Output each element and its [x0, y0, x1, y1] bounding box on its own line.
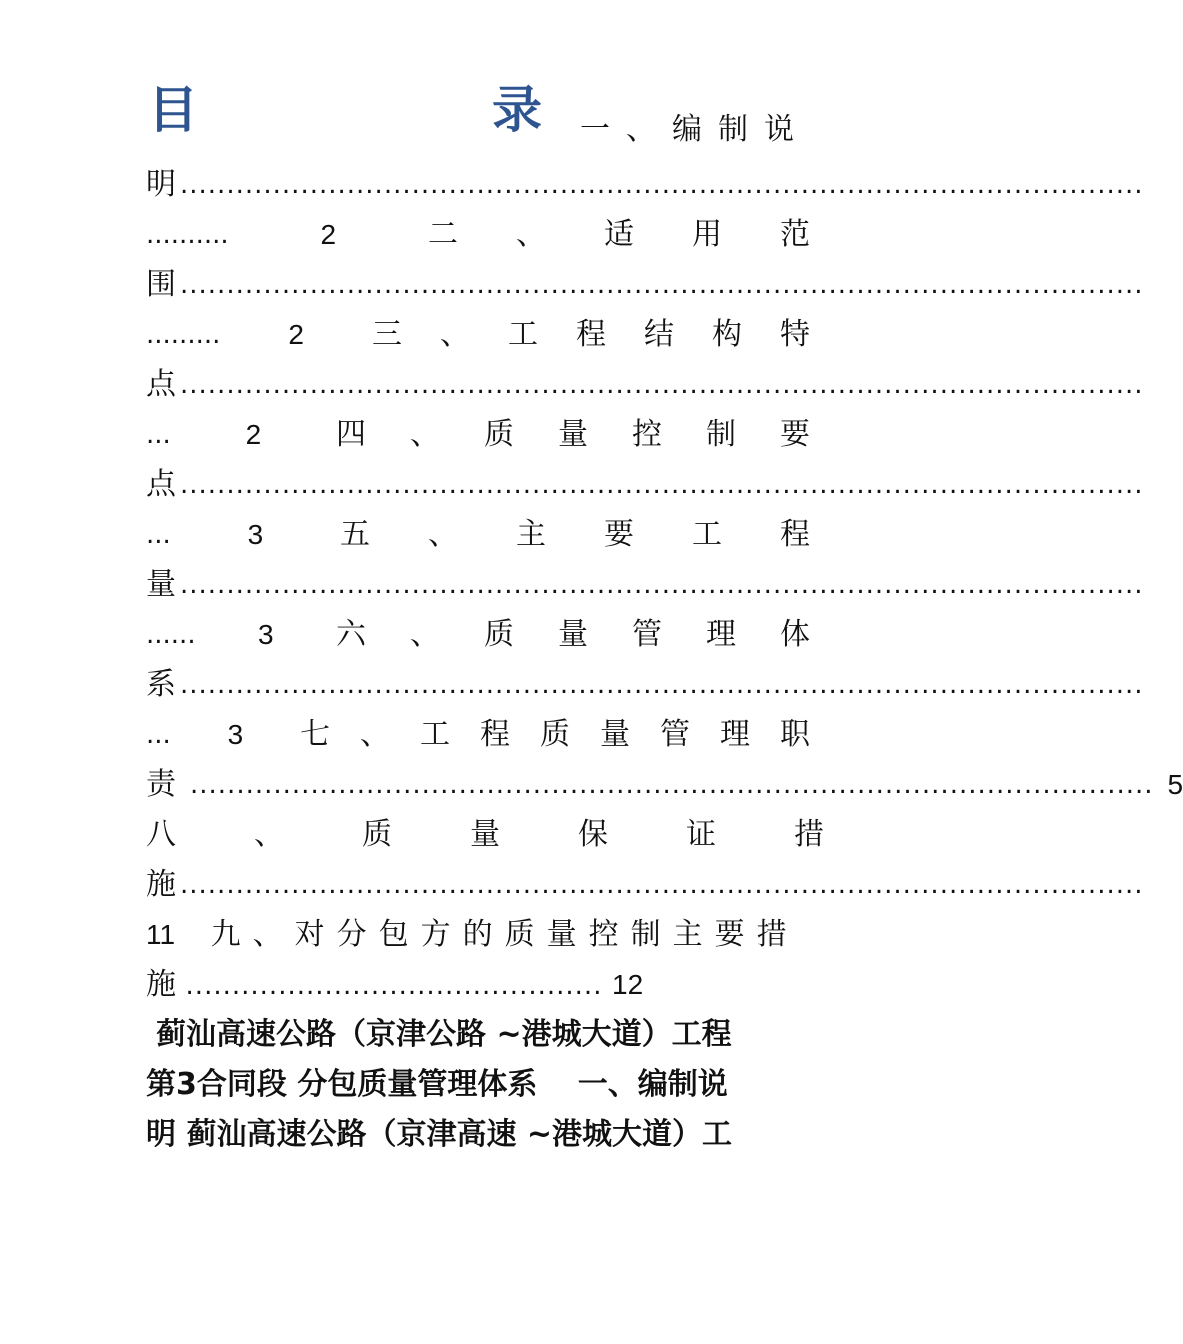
toc-line [146, 510, 868, 560]
toc-entry-text: 施 [146, 967, 176, 1002]
body-paragraph-line: 第3合同段 分包质量管理体系 一、编制说 [146, 1067, 728, 1102]
toc-entry-text: 五、主要工程 [340, 517, 868, 552]
toc-leader-dots: ......... [146, 320, 221, 350]
toc-line [146, 710, 840, 760]
toc-entry-text: 二、适用范 [427, 217, 868, 252]
toc-entry-text: 量 [146, 567, 176, 602]
toc-page-number: 3 [227, 719, 244, 750]
toc-leader-dots: ........................................................................................................ [180, 270, 1144, 300]
toc-entry-text: 责 [146, 767, 176, 802]
toc-leader-dots: ........................................................................................................ [180, 670, 1144, 700]
toc-entry-text: 三、工程结构特 [372, 317, 848, 352]
toc-line [146, 410, 854, 460]
toc-page-number: 2 [320, 219, 337, 250]
toc-leader-dots: ............................................. [185, 971, 603, 1001]
toc-line [146, 105, 810, 155]
toc-leader-dots: ...... [146, 620, 196, 650]
toc-leader-dots: ........................................................................................................ [180, 870, 1144, 900]
toc-line [146, 760, 1183, 810]
toc-leader-dots: ... [146, 720, 171, 750]
toc-line [146, 860, 1144, 910]
toc-entry-text: 七、工程质量管理职 [300, 717, 840, 752]
toc-page-number: 2 [245, 419, 262, 450]
body-paragraph-line: 蓟汕高速公路（京津公路 ~港城大道）工程 [156, 1017, 732, 1052]
toc-leader-dots: .......... [146, 220, 229, 250]
toc-page-number: 3 [247, 519, 264, 550]
toc-line [146, 460, 1144, 510]
toc-entry-text: 系 [146, 667, 176, 702]
toc-entry-text: 四、质量控制要 [336, 417, 854, 452]
toc-entry-text: 点 [146, 467, 176, 502]
toc-leader-dots: ... [146, 520, 171, 550]
toc-leader-dots: ........................................................................................................ [180, 370, 1144, 400]
toc-entry-text: 施 [146, 867, 176, 902]
toc-line [146, 660, 1144, 710]
toc-line [146, 160, 1144, 210]
toc-page-number: 2 [288, 319, 304, 350]
toc-line [146, 360, 1144, 410]
toc-leader-dots: ........................................................................................................ [180, 470, 1144, 500]
toc-leader-dots: ........................................................................................................ [190, 770, 1154, 800]
toc-line [146, 310, 848, 360]
toc-page-number: 3 [258, 619, 274, 650]
toc-entry-text: 围 [146, 267, 176, 302]
toc-entry-text: 一、编制说 [580, 112, 810, 147]
toc-leader-dots: ........................................................................................................ [180, 570, 1144, 600]
toc-leader-dots: ........................................................................................................ [180, 170, 1144, 200]
toc-entry-text: 明 [146, 167, 176, 202]
toc-page-number: 5 [1167, 769, 1183, 800]
toc-line [146, 610, 854, 660]
toc-page-number: 11 [146, 919, 176, 950]
toc-line [146, 810, 902, 860]
toc-line [146, 210, 868, 260]
toc-title: 目 录 [148, 80, 664, 139]
toc-entry-text: 点 [146, 367, 176, 402]
toc-page-number: 12 [612, 969, 644, 1000]
toc-entry-text: 九、对分包方的质量控制主要措 [210, 917, 799, 952]
toc-entry-text: 六、质量管理体 [335, 617, 854, 652]
toc-line [146, 260, 1144, 310]
toc-entry-text: 八、质量保证措 [146, 817, 902, 852]
toc-line [146, 560, 1144, 610]
toc-line [146, 910, 810, 960]
body-paragraph-line: 明 蓟汕高速公路（京津高速 ~港城大道）工 [146, 1117, 733, 1152]
toc-line [146, 960, 810, 1010]
toc-leader-dots: ... [146, 420, 171, 450]
